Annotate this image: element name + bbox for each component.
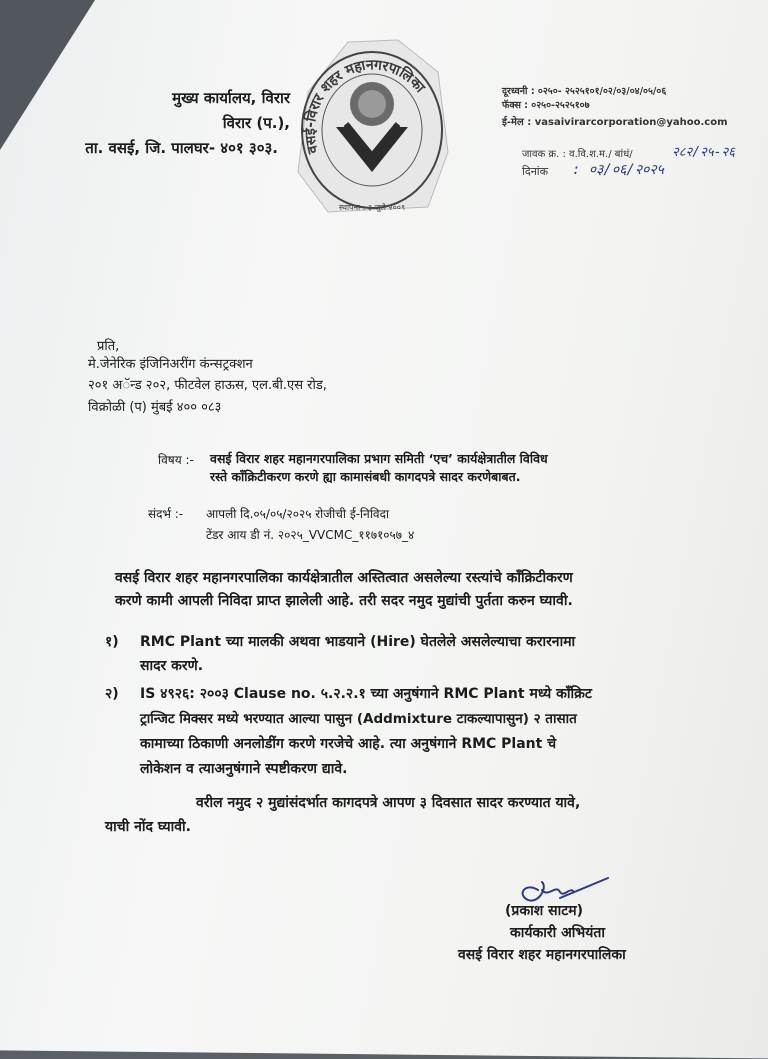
ref-number-handwritten: २८२/२५-२६	[672, 145, 735, 160]
item1-line2: सादर करणे.	[140, 658, 204, 674]
body-para1-line2: करणे कामी आपली निविदा प्राप्त झालेली आहे. तरी सदर नमुद मुद्यांची पुर्तता करुन घ्यावी.	[115, 593, 573, 609]
body-para2-line2: याची नोंद घ्यावी.	[105, 819, 191, 835]
signatory-organization: वसई विरार शहर महानगरपालिका	[458, 947, 626, 963]
ref-number-label: जावक क्र. : व.वि.श.म./ बांधं/	[522, 149, 633, 160]
item1-line1: RMC Plant च्या मालकी अथवा भाडयाने (Hire) घेतलेले असलेल्याचा करारनामा	[140, 634, 576, 650]
seal-founded-text: स्थापना : ३ जुलै २००९	[338, 203, 406, 212]
office-line-3: ता. वसई, जि. पालघर- ४०१ ३०३.	[85, 139, 278, 157]
municipal-seal-logo	[288, 32, 456, 222]
item2-number: २)	[105, 686, 119, 702]
email-text: ई-मेल : vasaivirarcorporation@yahoo.com	[502, 117, 728, 128]
item2-line2: ट्रान्जिट मिक्सर मध्ये भरण्यात आल्या पासुन (Addmixture टाकल्यापासुन) २ तासात	[140, 711, 577, 727]
date-label: दिनांक	[522, 165, 549, 178]
body-para2-line1: वरील नमुद २ मुद्यांसंदर्भात कागदपत्रे आपण ३ दिवसात सादर करण्यात यावे,	[196, 795, 581, 811]
seal-outer-text: वसई-विरार शहर महानगरपालिका	[302, 57, 428, 156]
subject-line-2: रस्ते कॉंक्रिटीकरण करणे ह्या कामासंबधी कागदपत्रे सादर करणेबाबत.	[210, 469, 521, 484]
body-para1-line1: वसई विरार शहर महानगरपालिका कार्यक्षेत्रातील अस्तित्वात असलेल्या रस्त्यांचे कॉंक्रिटीकरण	[115, 570, 573, 586]
subject-label: विषय :-	[158, 453, 194, 467]
reference-line-1: आपली दि.०५/०५/२०२५ रोजीची ई-निविदा	[206, 507, 390, 521]
signatory-designation: कार्यकारी अभियंता	[510, 925, 605, 941]
item2-line4: लोकेशन व त्याअनुषंगाने स्पष्टीकरण द्यावे.	[140, 761, 348, 777]
item2-line1: IS ४९२६: २००३ Clause no. ५.२.२.१ च्या अनुषंगाने RMC Plant मध्ये कॉंक्रिट	[140, 686, 592, 702]
reference-line-2: टेंडर आय डी नं. २०२५_VVCMC_११७१०५७_४	[206, 528, 415, 542]
recipient-address-2: विक्रोळी (प) मुंबई ४०० ०८३	[88, 400, 222, 415]
reference-label: संदर्भ :-	[148, 507, 184, 521]
office-line-1: मुख्य कार्यालय, विरार	[172, 89, 290, 107]
fax-text: फॅक्स : ०२५०-२५२५१०७	[502, 100, 590, 111]
item2-line3: कामाच्या ठिकाणी अनलोडींग करणे गरजेचे आहे. त्या अनुषंगाने RMC Plant चे	[140, 736, 557, 752]
office-line-2: विरार (प.),	[222, 114, 290, 132]
date-handwritten: : ०३/०६/२०२५	[572, 162, 664, 178]
item1-number: १)	[105, 634, 119, 650]
recipient-prefix: प्रति,	[97, 339, 120, 354]
subject-line-1: वसई विरार शहर महानगरपालिका प्रभाग समिती ‘एच’ कार्यक्षेत्रातील विविध	[210, 451, 548, 466]
recipient-name: मे.जेनेरिक इंजिनिअरींग कंन्सट्रक्शन	[88, 357, 253, 372]
signatory-name: (प्रकाश साटम)	[505, 903, 584, 919]
phone-text: दूरध्वनी : ०२५०- २५२५१०१/०२/०३/०४/०५/०६	[502, 86, 667, 97]
recipient-address-1: २०१ अॅन्ड २०२, फीटवेल हाऊस, एल.बी.एस रोड,	[88, 378, 327, 393]
